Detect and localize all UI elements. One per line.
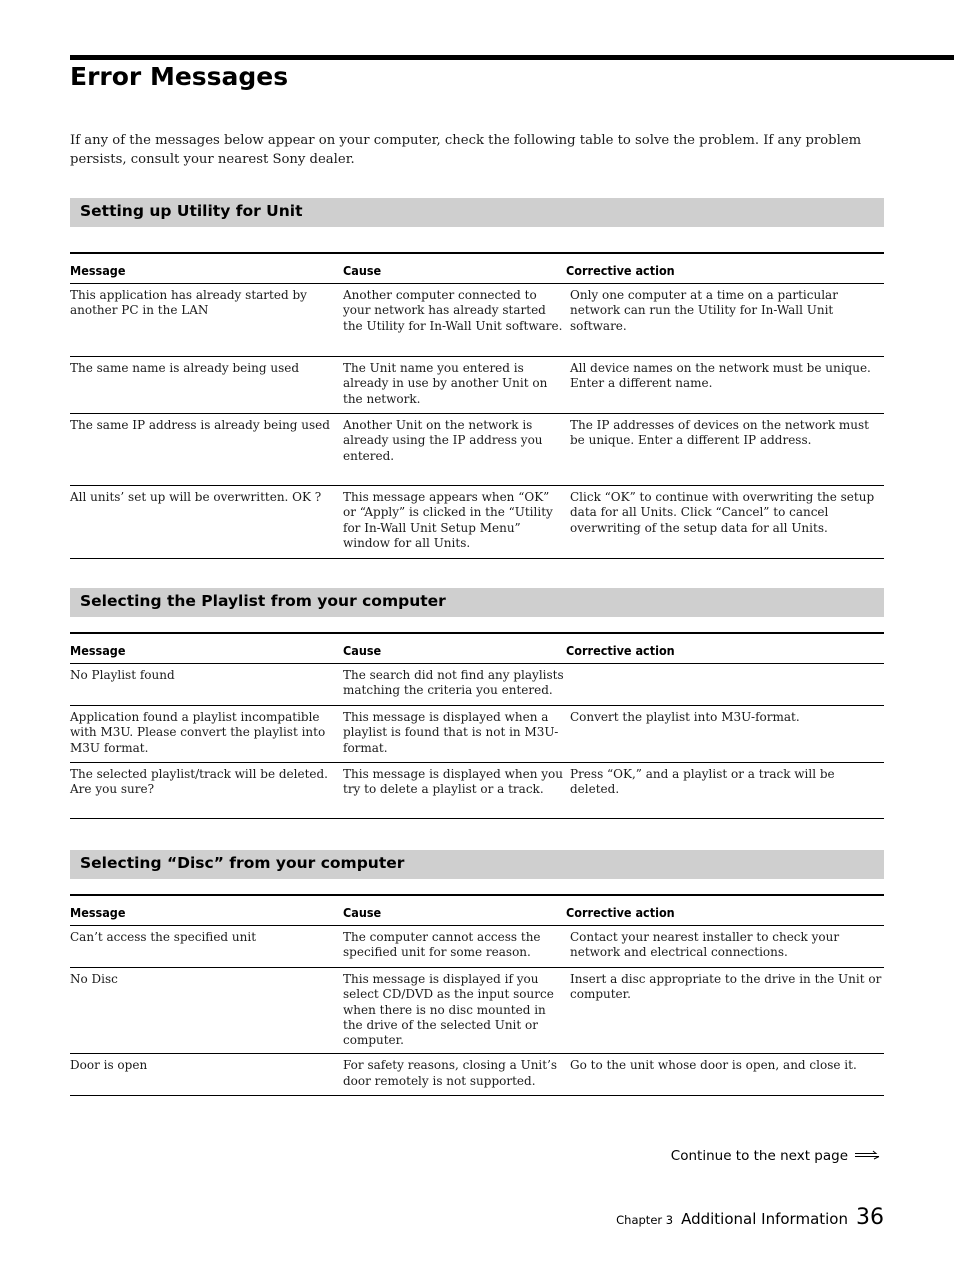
section-heading-playlist: Selecting the Playlist from your computer bbox=[70, 588, 884, 617]
column-header-message: Message bbox=[70, 633, 343, 664]
cause-cell: This message appears when “OK” or “Apply” is clicked in the “Utility for In-Wall Unit Setup Menu” window for all Units. bbox=[343, 486, 566, 559]
action-cell: Convert the playlist into M3U-format. bbox=[566, 706, 884, 763]
table-row bbox=[70, 486, 884, 559]
disc-table bbox=[70, 894, 884, 1096]
table-header-row bbox=[70, 253, 884, 284]
message-cell: The selected playlist/track will be deleted. Are you sure? bbox=[70, 763, 343, 819]
action-cell: Contact your nearest installer to check your network and electrical connections. bbox=[566, 926, 884, 968]
table-row bbox=[70, 706, 884, 763]
page-number: 36 bbox=[856, 1205, 884, 1230]
action-cell: Insert a disc appropriate to the drive in the Unit or computer. bbox=[566, 968, 884, 1054]
cause-cell: This message is displayed when you try to delete a playlist or a track. bbox=[343, 763, 566, 819]
action-cell: The IP addresses of devices on the network must be unique. Enter a different IP address. bbox=[566, 414, 884, 486]
column-header-action: Corrective action bbox=[566, 633, 884, 664]
footer-section: Additional Information bbox=[681, 1210, 848, 1228]
table-header-row bbox=[70, 895, 884, 926]
column-header-cause: Cause bbox=[343, 633, 566, 664]
section-heading-disc: Selecting “Disc” from your computer bbox=[70, 850, 884, 879]
action-cell: Go to the unit whose door is open, and close it. bbox=[566, 1054, 884, 1096]
cause-cell: Another computer connected to your network has already started the Utility for In-Wall Unit software. bbox=[343, 284, 566, 357]
table-row bbox=[70, 926, 884, 968]
column-header-message: Message bbox=[70, 895, 343, 926]
table-row bbox=[70, 414, 884, 486]
arrow-right-icon bbox=[854, 1148, 884, 1164]
message-cell: Can’t access the specified unit bbox=[70, 926, 343, 968]
message-cell: No Playlist found bbox=[70, 664, 343, 706]
section-heading-setup-utility: Setting up Utility for Unit bbox=[70, 198, 884, 227]
table-row bbox=[70, 968, 884, 1054]
cause-cell: This message is displayed if you select CD/DVD as the input source when there is no disc mounted in the drive of the selected Unit or computer. bbox=[343, 968, 566, 1054]
action-cell bbox=[566, 664, 884, 706]
message-cell: The same name is already being used bbox=[70, 357, 343, 414]
message-cell: No Disc bbox=[70, 968, 343, 1054]
message-cell: The same IP address is already being used bbox=[70, 414, 343, 486]
message-cell: Application found a playlist incompatible with M3U. Please convert the playlist into M3U format. bbox=[70, 706, 343, 763]
table-row bbox=[70, 664, 884, 706]
intro-paragraph: If any of the messages below appear on your computer, check the following table to solve the problem. If any problem persists, consult your nearest Sony dealer. bbox=[70, 133, 862, 167]
message-cell: This application has already started by another PC in the LAN bbox=[70, 284, 343, 357]
message-cell: Door is open bbox=[70, 1054, 343, 1096]
playlist-table bbox=[70, 632, 884, 819]
cause-cell: The search did not find any playlists matching the criteria you entered. bbox=[343, 664, 566, 706]
page-title: Error Messages bbox=[70, 62, 289, 91]
setup-utility-table bbox=[70, 252, 884, 559]
action-cell: Only one computer at a time on a particular network can run the Utility for In-Wall Unit software. bbox=[566, 284, 884, 357]
column-header-message: Message bbox=[70, 253, 343, 284]
top-rule bbox=[70, 55, 954, 60]
cause-cell: The Unit name you entered is already in use by another Unit on the network. bbox=[343, 357, 566, 414]
action-cell: All device names on the network must be unique. Enter a different name. bbox=[566, 357, 884, 414]
cause-cell: Another Unit on the network is already using the IP address you entered. bbox=[343, 414, 566, 486]
footer-chapter: Chapter 3 bbox=[616, 1213, 674, 1227]
table-row bbox=[70, 284, 884, 357]
column-header-action: Corrective action bbox=[566, 253, 884, 284]
message-cell: All units’ set up will be overwritten. OK ? bbox=[70, 486, 343, 559]
cause-cell: This message is displayed when a playlist is found that is not in M3U-format. bbox=[343, 706, 566, 763]
continue-label: Continue to the next page bbox=[670, 1148, 848, 1164]
page-footer bbox=[616, 1205, 884, 1230]
action-cell: Press “OK,” and a playlist or a track will be deleted. bbox=[566, 763, 884, 819]
column-header-action: Corrective action bbox=[566, 895, 884, 926]
table-row bbox=[70, 763, 884, 819]
table-row bbox=[70, 1054, 884, 1096]
continue-next-page bbox=[671, 1148, 884, 1164]
action-cell: Click “OK” to continue with overwriting the setup data for all Units. Click “Cancel” to cancel overwriting of the setup data for all Units. bbox=[566, 486, 884, 559]
cause-cell: The computer cannot access the specified unit for some reason. bbox=[343, 926, 566, 968]
table-header-row bbox=[70, 633, 884, 664]
cause-cell: For safety reasons, closing a Unit’s door remotely is not supported. bbox=[343, 1054, 566, 1096]
column-header-cause: Cause bbox=[343, 895, 566, 926]
column-header-cause: Cause bbox=[343, 253, 566, 284]
table-row bbox=[70, 357, 884, 414]
